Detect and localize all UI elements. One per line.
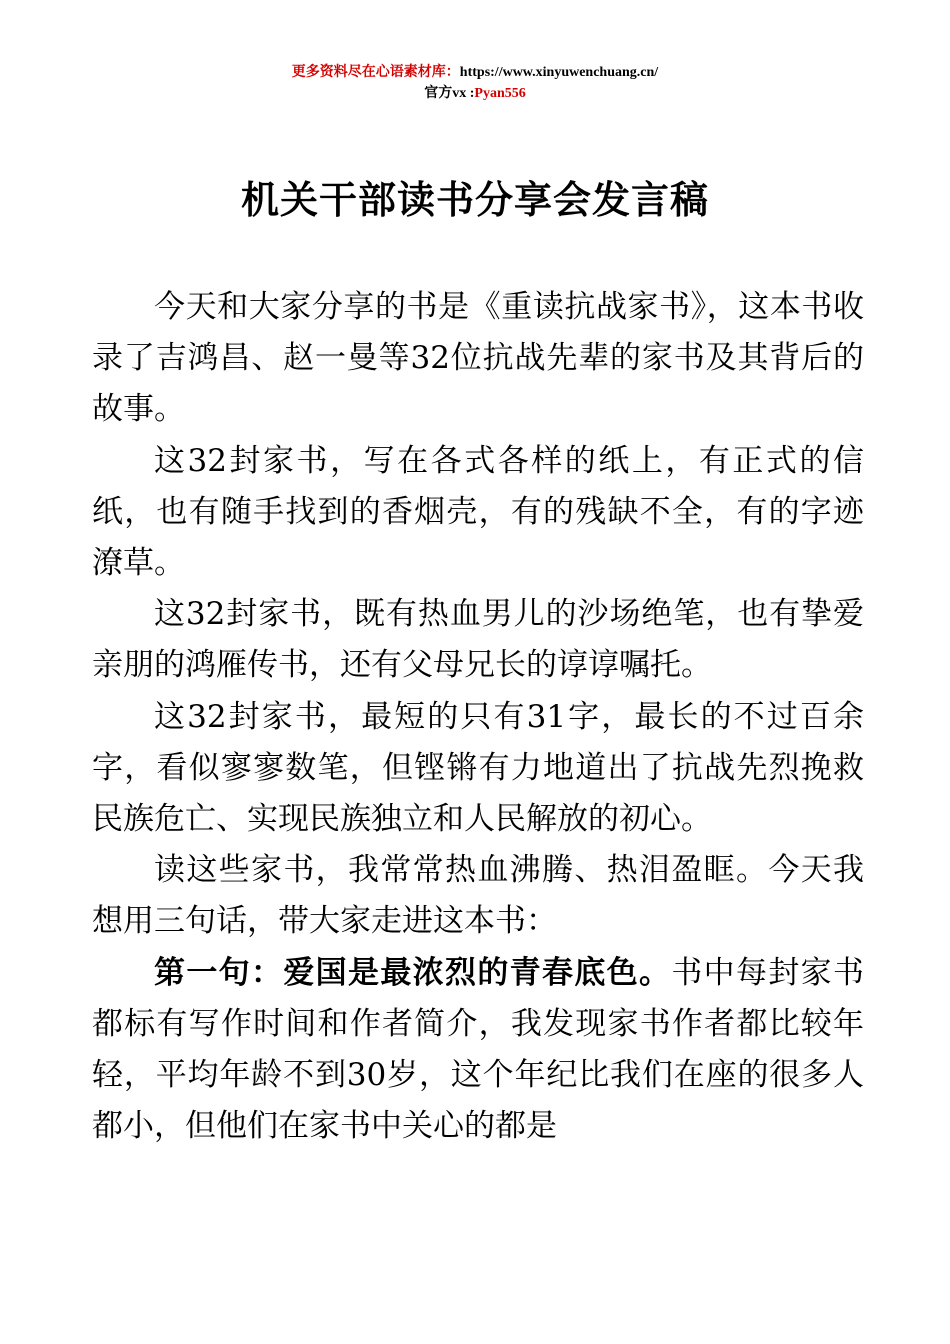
document-title: 机关干部读书分享会发言稿: [240, 177, 709, 222]
paragraph-5: 读这些家书，我常常热血沸腾、热泪盈眶。今天我想用三句话，带大家走进这本书：: [92, 852, 864, 940]
paragraph-6-text: 书中每封家书都标有写作时间和作者简介，我发现家书作者都比较年轻，平均年龄不到30岁，这个年纪比我们在座的很多人都小，但他们在家书中关心的都是: [92, 954, 865, 1145]
document-body: [92, 282, 864, 1152]
header-source-label: 更多资料尽在心语素材库：: [291, 65, 460, 80]
paragraph-3: 这32封家书，既有热血男儿的沙场绝笔，也有挚爱亲朋的鸿雁传书，还有父母兄长的谆谆嘱托。: [92, 596, 864, 684]
paragraph-1: 今天和大家分享的书是《重读抗战家书》，这本书收录了吉鸿昌、赵一曼等32位抗战先辈的家书及其背后的故事。: [92, 289, 864, 428]
header-line-2: [0, 83, 950, 104]
header-wechat-id: Pyan556: [474, 86, 526, 101]
paragraph-2: 这32封家书，写在各式各样的纸上，有正式的信纸，也有随手找到的香烟壳，有的残缺不全，有的字迹潦草。: [92, 442, 864, 582]
header-line-1: [0, 62, 950, 83]
header-url: https://www.xinyuwenchuang.cn/: [459, 65, 659, 80]
paragraph-6-bold-lead: 第一句：爱国是最浓烈的青春底色。: [154, 954, 672, 991]
header-wechat-label: 官方vx :: [424, 86, 475, 101]
paragraph-4: 这32封家书，最短的只有31字，最长的不过百余字，看似寥寥数笔，但铿锵有力地道出了抗战先烈挽救民族危亡、实现民族独立和人民解放的初心。: [92, 698, 864, 838]
page-header: [0, 62, 950, 104]
paragraph-6: [92, 948, 864, 1153]
